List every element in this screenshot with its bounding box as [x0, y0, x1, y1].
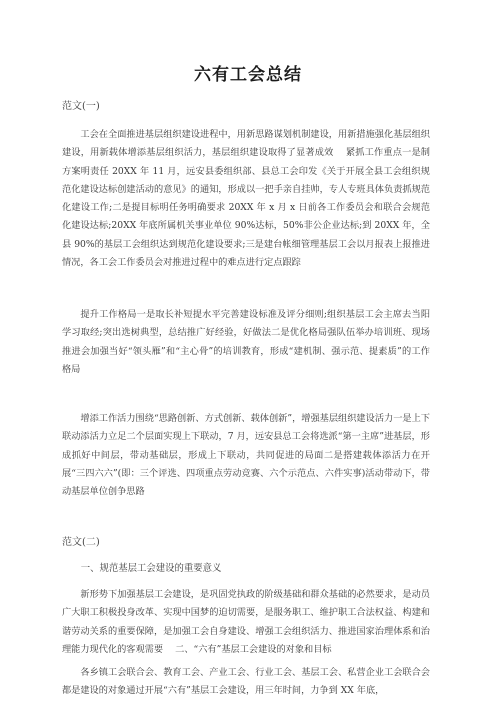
paragraph-1: [62, 126, 430, 272]
section-heading-text: 一、规范基层工会建设的重要意义: [80, 563, 222, 574]
paragraph-text: 工会在全面推进基层组织建设进程中，用新思路谋划机制建设，用新措施强化基层组织建设，用新载体增添基层组织活力，基层组织建设取得了显著成效 紧抓工作重点一是制方案明责任 20XX 年 11 月，远安县委组织部、县总工会印发《关于开展全县工会组织规范化建设达标创建活动的意见》的通知，形成以一把手亲自挂帅，专人专班具体负责抓规范化建设工作;二是提目标明任务明确要求 20XX 年 x 月 x 日前各工作委员会和联合会规范化建设达标;20XX 年底所属机关事业单位 90%达标，50%非公企业达标;到 20XX 年，全县 90%的基层工会组织达到规范化建设要求;三是建台帐细管理基层工会以月报表上报推进情况，各工会工作委员会对推进过程中的难点进行定点跟踪: [62, 129, 430, 269]
paragraph-text: 新形势下加强基层工会建设，是巩固党执政的阶级基础和群众基础的必然要求，是动员广大职工积极投身改革、实现中国梦的迫切需要，是服务职工、维护职工合法权益、构建和谐劳动关系的重要保障，是加强工会自身建设、增强工会组织活力、推进国家治理体系和治理能力现代化的客观需要 二、“六有”基层工会建设的对象和目标: [62, 589, 430, 655]
paragraph-2: [62, 306, 430, 379]
section-heading-1: [62, 562, 430, 576]
paragraph-text: 各乡镇工会联合会、教育工会、产业工会、行业工会、基层工会、私营企业工会联合会都是建设的对象通过开展“六有”基层工会建设，用三年时间，力争到 XX 年底，: [62, 667, 430, 697]
paragraph-text: 提升工作格局一是取长补短提水平完善建设标准及评分细则;组织基层工会主席去当阳学习取经;突出选树典型，总结推广好经验，好做法二是优化格局强队伍举办培训班、现场推进会加强当好“领头雁”和“主心骨”的培训教育，形成“建机制、强示范、提素质”的工作格局: [62, 309, 430, 375]
section-label-text: 范文(二): [62, 537, 100, 548]
paragraph-4: [62, 586, 430, 659]
section-label-text: 范文(一): [62, 101, 100, 112]
paragraph-3: [62, 410, 430, 501]
section-label-2: [62, 536, 430, 550]
document-title: 六有工会总结: [194, 65, 302, 85]
section-label-1: [62, 100, 430, 114]
paragraph-5: [62, 664, 430, 701]
paragraph-text: 增添工作活力围绕“思路创新、方式创新、载体创新”，增强基层组织建设活力一是上下联动添活力立足二个层面实现上下联动，7 月，远安县总工会将选派“第一主席”进基层，形成抓好中间层，带动基础层，形成上下联动，共同促进的局面二是搭建载体添活力在开展“三四六六”(即：三个评选、四项重点劳动竞赛、六个示范点、六件实事)活动带动下，带动基层单位创争思路: [62, 413, 430, 498]
